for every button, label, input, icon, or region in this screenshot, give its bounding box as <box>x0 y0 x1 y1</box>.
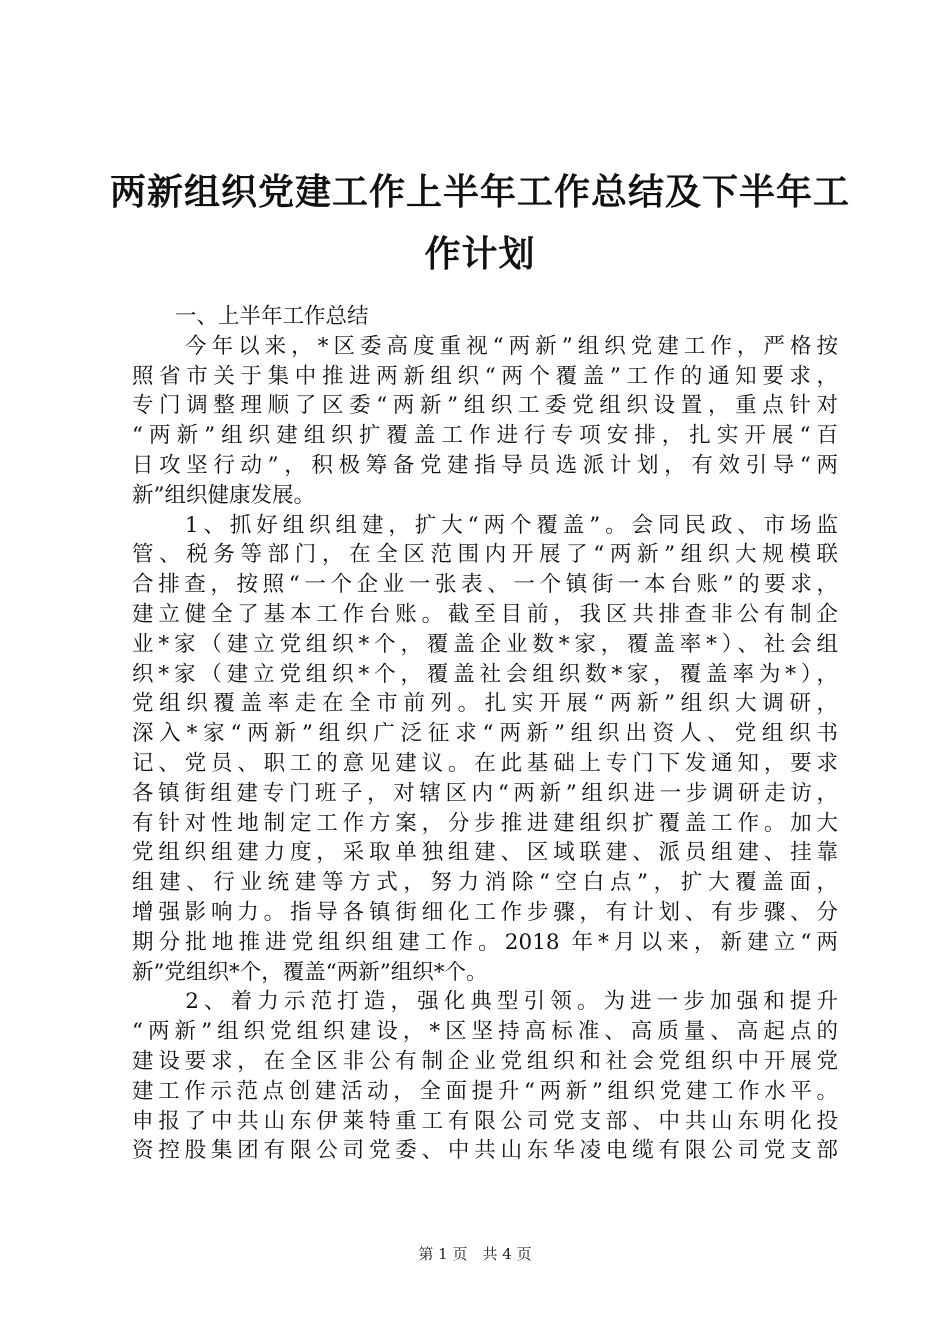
body-line: 合排查，按照“一个企业一张表、一个镇街一本台账”的要求， <box>132 572 838 598</box>
body-line: 织*家（建立党组织*个，覆盖社会组织数*家，覆盖率为*）， <box>132 661 838 687</box>
body-line: 深入*家“两新”组织广泛征求“两新”组织出资人、党组织书 <box>132 721 838 747</box>
body-line: 建工作示范点创建活动，全面提升“两新”组织党建工作水平。 <box>132 1078 838 1104</box>
body-line: 各镇街组建专门班子，对辖区内“两新”组织进一步调研走访， <box>132 780 838 806</box>
body-line: 有针对性地制定工作方案，分步推进建组织扩覆盖工作。加大 <box>132 810 838 836</box>
body-line: 业*家（建立党组织*个，覆盖企业数*家，覆盖率*）、社会组 <box>132 631 838 657</box>
body-line: 资控股集团有限公司党委、中共山东华凌电缆有限公司党支部 <box>132 1138 838 1164</box>
body-line: 新”党组织*个，覆盖“两新”组织*个。 <box>132 959 488 985</box>
body-line: 1、抓好组织组建，扩大“两个覆盖”。会同民政、市场监 <box>132 512 838 538</box>
body-line: 照省市关于集中推进两新组织“两个覆盖”工作的通知要求， <box>132 363 838 389</box>
body-line: 2、着力示范打造，强化典型引领。为进一步加强和提升 <box>132 989 838 1015</box>
body-line: 专门调整理顺了区委“两新”组织工委党组织设置，重点针对 <box>132 393 838 419</box>
body-line: 记、党员、职工的意见建议。在此基础上专门下发通知，要求 <box>132 750 838 776</box>
body-line: 组建、行业统建等方式，努力消除“空白点”，扩大覆盖面， <box>132 870 838 896</box>
body-line: 党组织覆盖率走在全市前列。扎实开展“两新”组织大调研， <box>132 691 838 717</box>
document-title <box>100 162 860 286</box>
body-line: “两新”组织建组织扩覆盖工作进行专项安排，扎实开展“百 <box>132 423 838 449</box>
body-line: 一、上半年工作总结 <box>132 304 369 329</box>
body-line: 新”组织健康发展。 <box>132 482 315 508</box>
body-line: 日攻坚行动”，积极筹备党建指导员选派计划，有效引导“两 <box>132 452 838 478</box>
document-body <box>132 302 838 1166</box>
body-line: 期分批地推进党组织组建工作。2018 年*月以来，新建立“两 <box>132 929 838 955</box>
page-footer: 第 1 页 共 4 页 <box>418 1245 532 1263</box>
body-line: 党组织组建力度，采取单独组建、区域联建、派员组建、挂靠 <box>132 840 838 866</box>
body-line: 申报了中共山东伊莱特重工有限公司党支部、中共山东明化投 <box>132 1108 838 1134</box>
title-line-1: 两新组织党建工作上半年工作总结及下半年工 <box>109 172 850 213</box>
body-line: “两新”组织党组织建设，*区坚持高标准、高质量、高起点的 <box>132 1019 838 1045</box>
body-line: 增强影响力。指导各镇街细化工作步骤，有计划、有步骤、分 <box>132 899 838 925</box>
body-line: 管、税务等部门，在全区范围内开展了“两新”组织大规模联 <box>132 542 838 568</box>
title-line-2: 作计划 <box>424 234 536 275</box>
body-line: 建设要求，在全区非公有制企业党组织和社会党组织中开展党 <box>132 1048 838 1074</box>
body-line: 建立健全了基本工作台账。截至目前，我区共排查非公有制企 <box>132 601 838 627</box>
body-line: 今年以来，*区委高度重视“两新”组织党建工作，严格按 <box>132 333 838 359</box>
